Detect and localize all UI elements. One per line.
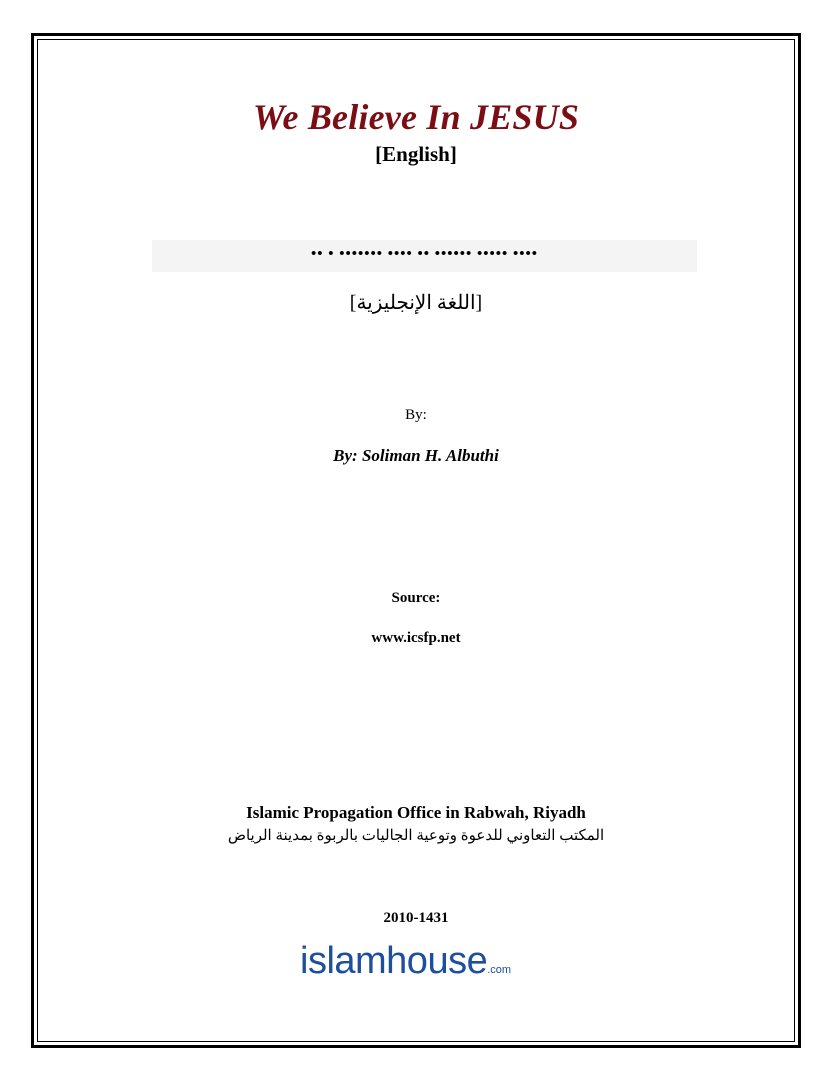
source-url: www.icsfp.net [371, 630, 461, 646]
language-english: [English] [375, 142, 457, 166]
language-arabic: [اللغة الإنجليزية] [349, 292, 483, 314]
arabic-title-band: •• • ••••••• •••• •• •••••• ••••• •••• [152, 240, 697, 272]
office-name-english: Islamic Propagation Office in Rabwah, Riyadh [246, 803, 586, 822]
author-name: By: Soliman H. Albuthi [333, 446, 499, 465]
office-name-arabic: المكتب التعاوني للدعوة وتوعية الجاليات بالربوة بمدينة الرياض [227, 828, 605, 844]
logo-text: islamhouse [300, 940, 488, 982]
by-label: By: [405, 407, 427, 423]
publication-year: 2010-1431 [383, 910, 449, 926]
document-title: We Believe In JESUS [252, 97, 580, 137]
logo-suffix: .com [487, 964, 512, 976]
source-label: Source: [391, 590, 441, 606]
islamhouse-logo [300, 940, 540, 986]
page-border-inner [37, 39, 795, 1042]
